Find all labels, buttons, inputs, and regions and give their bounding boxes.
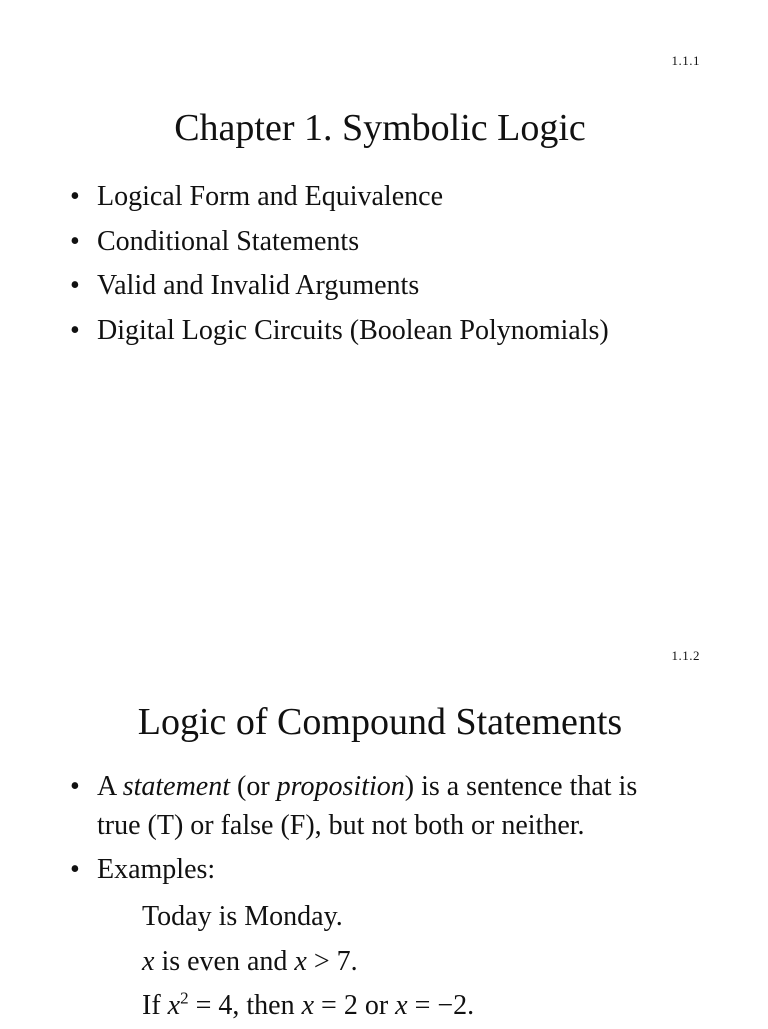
example-text: Today is Monday. [142,901,343,932]
list-item [70,264,609,309]
bullet-list [70,768,637,896]
bullet-icon: • [70,854,80,885]
math-var: x [294,945,307,977]
list-item [70,309,609,354]
example-1 [142,895,474,940]
slide-number: 1.1.2 [671,648,700,663]
slide-title: Chapter 1. Symbolic Logic [174,107,586,149]
bullet-icon: • [70,771,80,802]
definition-part: A [97,771,123,802]
math-var: x [395,990,408,1021]
slide-2 [0,595,768,1024]
definition-line-2: true (T) or false (F), but not both or neither. [97,809,585,841]
list-item-text: Conditional Statements [97,225,360,257]
math-var: x [142,945,155,977]
definition-part: (or [230,771,277,802]
example-text: = 4, then [188,990,302,1021]
list-item [70,175,609,220]
examples-list [142,895,474,1029]
math-var: x [301,990,315,1021]
list-item-text: Digital Logic Circuits (Boolean Polynomials) [97,314,609,346]
definition-text [97,768,637,845]
exponent: 2 [180,988,189,1008]
slide-title: Logic of Compound Statements [137,701,623,743]
definition-item [70,768,637,845]
list-item-text: Logical Form and Equivalence [97,181,443,212]
examples-item [70,851,637,890]
example-text: > 7. [306,945,358,977]
math-var: x [167,990,181,1021]
list-item-text: Valid and Invalid Arguments [97,270,420,301]
bullet-list [70,175,609,353]
example-text: If [142,990,168,1021]
example-text: = 2 or [314,990,396,1021]
example-text: is even and [154,945,295,977]
bullet-icon: • [70,270,80,301]
bullet-icon: • [70,225,80,257]
slide-number: 1.1.1 [671,53,700,68]
term-proposition: proposition [276,771,405,802]
example-3 [142,984,474,1029]
example-2 [142,940,474,985]
list-item [70,220,609,265]
bullet-icon: • [70,314,80,346]
examples-label: Examples: [97,854,216,885]
example-text: = −2. [407,990,475,1021]
bullet-icon: • [70,181,80,212]
term-statement: statement [122,771,230,802]
definition-part: ) is a sentence that is [404,771,638,802]
